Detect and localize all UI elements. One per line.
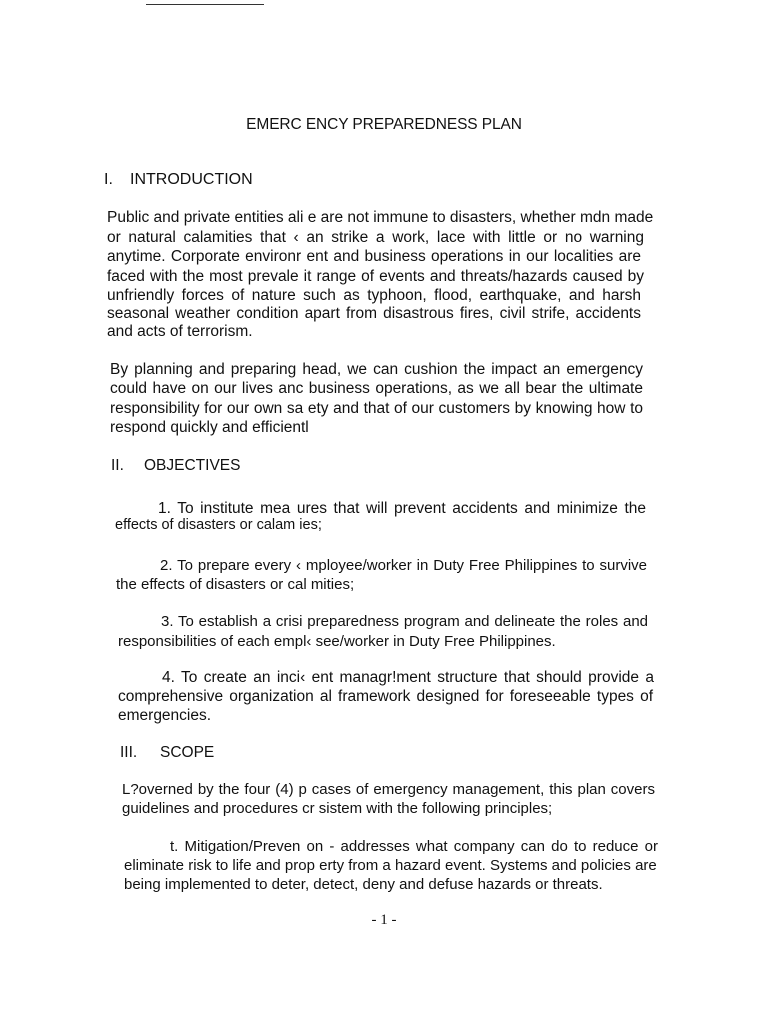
scope-line: being implemented to deter, detect, deny and defuse hazards or threats. — [124, 876, 603, 893]
section-heading-objectives — [111, 457, 240, 475]
scope-line: t. Mitigation/Preven on - addresses what company can do to reduce or — [170, 838, 658, 855]
section-number: III. — [120, 744, 138, 761]
section-heading-scope — [120, 744, 214, 762]
paragraph-line: unfriendly forces of nature such as typhoon, flood, earthquake, and harsh — [107, 287, 641, 304]
section-label: INTRODUCTION — [130, 171, 253, 188]
document-title: EMERC ENCY PREPAREDNESS PLAN — [246, 116, 522, 133]
section-number: I. — [104, 171, 113, 188]
objective-line: emergencies. — [118, 707, 212, 724]
objective-line: effects of disasters or calam ies; — [115, 517, 322, 533]
paragraph-line: Public and private entities ali e are not immune to disasters, whether mdn made — [107, 209, 654, 226]
objective-line: comprehensive organization al framework designed for foreseeable types of — [118, 688, 653, 705]
paragraph-line: anytime. Corporate environr ent and business operations in our localities are — [107, 248, 641, 265]
objective-line: 4. To create an inci‹ ent managr!ment structure that should provide a — [162, 669, 654, 686]
objective-line: responsibilities of each empl‹ see/worker in Duty Free Philippines. — [118, 633, 556, 650]
paragraph-line: seasonal weather condition apart from disastrous fires, civil strife, accidents — [107, 305, 641, 322]
scope-line: eliminate risk to life and prop erty from a hazard event. Systems and policies are — [124, 857, 657, 874]
objective-line: 2. To prepare every ‹ mployee/worker in Duty Free Philippines to survive — [160, 557, 647, 574]
paragraph-line: L?overned by the four (4) p cases of emergency management, this plan covers — [122, 781, 655, 798]
paragraph-line: faced with the most prevale it range of events and threats/hazards caused by — [107, 268, 644, 285]
paragraph-line: By planning and preparing head, we can cushion the impact an emergency — [110, 361, 643, 378]
objective-line: the effects of disasters or cal mities; — [116, 576, 355, 593]
paragraph-line: respond quickly and efficientl — [110, 419, 309, 436]
paragraph-line: could have on our lives anc business operations, as we all bear the ultimate — [110, 380, 643, 397]
page-number: - 1 - — [371, 912, 397, 928]
paragraph-line: or natural calamities that ‹ an strike a work, lace with little or no warning — [107, 229, 644, 246]
paragraph-line: responsibility for our own sa ety and that of our customers by knowing how to — [110, 400, 643, 417]
paragraph-line: and acts of terrorism. — [107, 323, 253, 340]
section-label: SCOPE — [160, 744, 215, 761]
section-label: OBJECTIVES — [144, 457, 241, 474]
section-heading-introduction — [104, 171, 253, 189]
paragraph-line: guidelines and procedures cr sistem with the following principles; — [122, 800, 553, 817]
objective-line: 1. To institute mea ures that will prevent accidents and minimize the — [158, 500, 646, 517]
objective-line: 3. To establish a crisi preparedness program and delineate the roles and — [161, 613, 648, 630]
section-number: II. — [111, 457, 124, 474]
header-rule — [146, 4, 264, 5]
